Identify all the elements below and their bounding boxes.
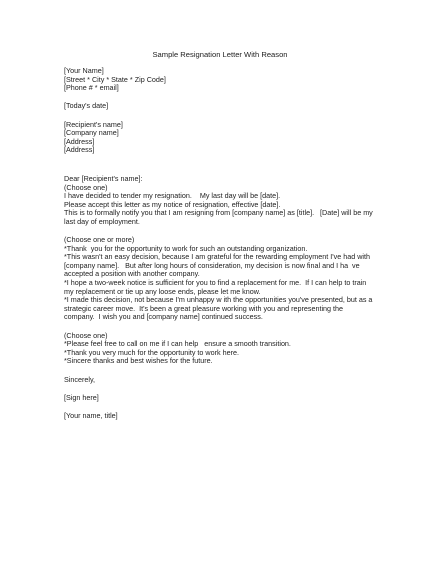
- name-title-block: [64, 412, 384, 421]
- sender-address: [Street * City * State * Zip Code]: [64, 74, 166, 84]
- signature-placeholder: [Sign here]: [64, 392, 99, 402]
- reasons-block: [64, 236, 384, 322]
- sender-block: [64, 67, 384, 93]
- letter-body: [64, 67, 384, 430]
- choose-one-label: (Choose one): [64, 182, 108, 192]
- signature-block: [64, 394, 384, 403]
- sign-off: Sincerely,: [64, 374, 96, 384]
- sign-off-block: [64, 376, 384, 385]
- reason-line: my replacement or tie up any loose ends, please let me know.: [64, 286, 261, 296]
- recipient-address-1: [Address]: [64, 136, 95, 146]
- recipient-name: [Recipient's name]: [64, 119, 123, 129]
- intro-option-1: I have decided to tender my resignation. My last day will be [date].: [64, 191, 281, 201]
- date-block: [64, 102, 384, 111]
- reason-line: [company name]. But after long hours of consideration, my decision is now final and I ha ve: [64, 260, 360, 270]
- reason-line: strategic career move. It's been a great pleasure working with you and representing the: [64, 303, 344, 313]
- reason-line: accepted a position with another company.: [64, 269, 200, 279]
- intro-option-2: Please accept this letter as my notice of resignation, effective [date].: [64, 199, 281, 209]
- intro-option-3: This is to formally notify you that I am resigning from [company name] as [title]. [Date] will be my: [64, 208, 373, 218]
- closing-option: *Thank you very much for the opportunity to work here.: [64, 347, 239, 357]
- choose-more-label: (Choose one or more): [64, 235, 135, 245]
- recipient-block: [64, 121, 384, 155]
- closings-block: [64, 332, 384, 366]
- salutation: Dear [Recipient's name]:: [64, 173, 143, 183]
- document-title: Sample Resignation Letter With Reason: [152, 50, 288, 59]
- reason-line: company. I wish you and [company name] continued success.: [64, 312, 263, 322]
- reason-line: *I made this decision, not because I'm unhappy w ith the opportunities you've presented, but as a: [64, 295, 373, 305]
- reason-line: *This wasn't an easy decision, because I am grateful for the rewarding employment I've had with: [64, 252, 370, 262]
- intro-option-3-cont: last day of employment.: [64, 216, 140, 226]
- intro-block: [64, 175, 384, 227]
- choose-one-closing-label: (Choose one): [64, 330, 108, 340]
- name-title: [Your name, title]: [64, 410, 118, 420]
- sender-name: [Your Name]: [64, 66, 104, 75]
- reason-line: *I hope a two-week notice is sufficient for you to find a replacement for me. If I can help to train: [64, 278, 367, 288]
- date-line: [Today's date]: [64, 101, 109, 111]
- recipient-company: [Company name]: [64, 128, 119, 138]
- sender-contact: [Phone # * email]: [64, 83, 119, 93]
- recipient-address-2: [Address]: [64, 145, 95, 155]
- reason-line: *Thank you for the opportunity to work for such an outstanding organization.: [64, 243, 308, 253]
- closing-option: *Please feel free to call on me if I can help ensure a smooth transition.: [64, 339, 291, 349]
- closing-option: *Sincere thanks and best wishes for the future.: [64, 356, 213, 366]
